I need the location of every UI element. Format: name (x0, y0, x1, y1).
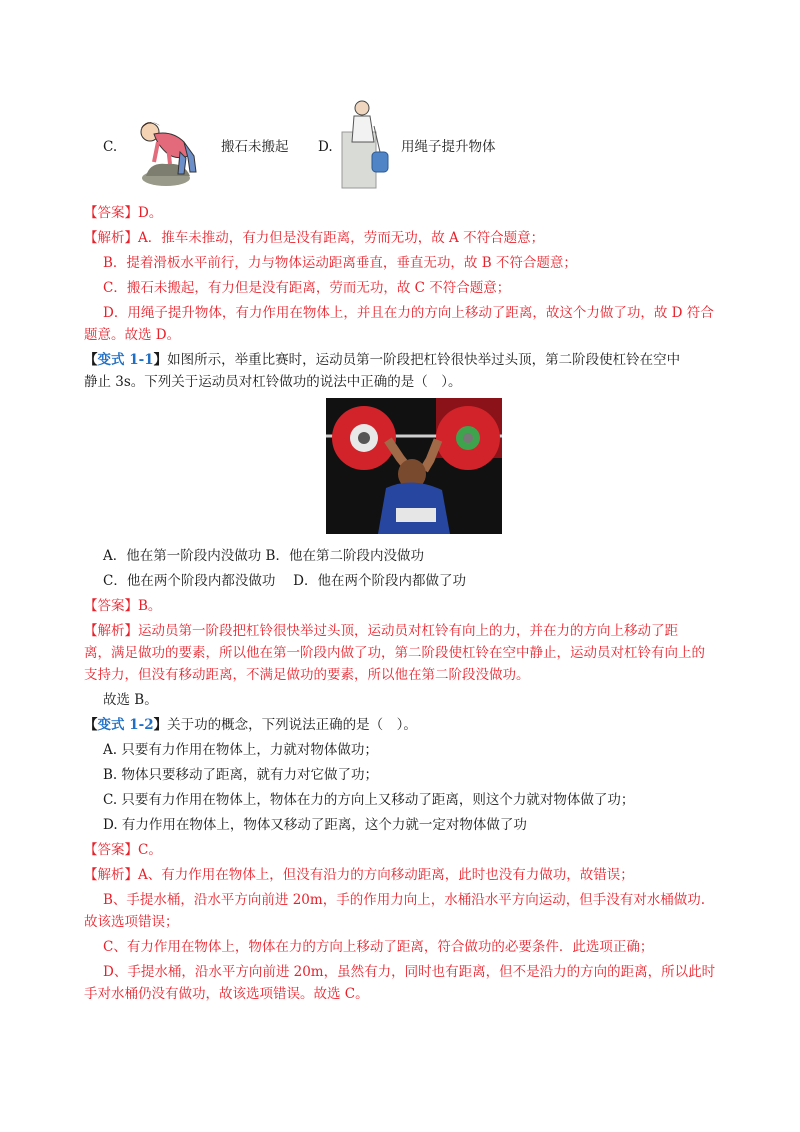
q1-analysis-c: C．搬石未搬起，有力但是没有距离，劳而无功，故 C 不符合题意； (103, 280, 511, 296)
q1-analysis-b: B．提着滑板水平前行，力与物体运动距离垂直，垂直无功，故 B 不符合题意； (103, 255, 577, 271)
option-d-label: D. (318, 139, 333, 155)
variant-1-1-analysis-line2: 离，满足做功的要素，所以他在第一阶段内做了功，第二阶段使杠铃在空中静止，运动员对杠铃有向上的 (84, 645, 705, 661)
q1-answer: 【答案】D。 (84, 205, 163, 221)
q1-analysis-d-line1: D．用绳子提升物体，有力作用在物体上，并且在力的方向上移动了距离，故这个力做了功，故 D 符合 (103, 305, 714, 321)
variant-1-2-tag: 变式 1-2 (97, 717, 154, 733)
variant-1-2-analysis-b-line2: 故该选项错误； (84, 914, 179, 930)
option-c-text: 搬石未搬起 (221, 139, 289, 155)
variant-1-1-options-ab: A．他在第一阶段内没做功 B．他在第二阶段内没做功 (103, 548, 424, 564)
variant-1-1-options-cd: C．他在两个阶段内都没做功 D．他在两个阶段内都做了功 (103, 573, 466, 589)
q1-analysis-d-line2: 题意。故选 D。 (84, 327, 181, 343)
variant-1-2-analysis-d-line2: 手对水桶仍没有做功，故该选项错误。故选 C。 (84, 986, 369, 1002)
variant-1-2-analysis-d-line1: D、手提水桶，沿水平方向前进 20m，虽然有力，同时也有距离，但不是沿力的方向的距离，所以此时 (103, 964, 716, 980)
variant-1-2-option-d: D. 有力作用在物体上，物体又移动了距离，这个力就一定对物体做了功 (103, 817, 527, 833)
variant-1-1-conclusion: 故选 B。 (103, 692, 158, 708)
variant-1-1-stem-line1: 【变式 1-1】如图所示，举重比赛时，运动员第一阶段把杠铃很快举过头顶，第二阶段使杠铃在空中 (84, 352, 681, 368)
variant-1-1-tag: 变式 1-1 (97, 352, 154, 368)
variant-1-2-analysis-a: 【解析】A、有力作用在物体上，但没有沿力的方向移动距离，此时也没有力做功，故错误； (84, 867, 634, 883)
variant-1-1-stem-line2: 静止 3s。下列关于运动员对杠铃做功的说法中正确的是（ ）。 (84, 374, 462, 390)
variant-1-2-analysis-b-line1: B、手提水桶，沿水平方向前进 20m，手的作用力向上，水桶沿水平方向运动，但手没有对水桶做功. (103, 892, 705, 908)
variant-1-2-stem: 【变式 1-2】关于功的概念，下列说法正确的是（ ）。 (84, 717, 417, 733)
option-c-label: C. (103, 139, 118, 155)
variant-1-1-analysis-line3: 支持力，但没有移动距离，不满足做功的要素，所以他在第二阶段没做功。 (84, 667, 530, 683)
option-d-text: 用绳子提升物体 (401, 139, 496, 155)
weightlifter-photo (326, 398, 502, 534)
variant-1-1-answer: 【答案】B。 (84, 598, 162, 614)
variant-1-2-option-b: B. 物体只要移动了距离，就有力对它做了功； (103, 767, 379, 783)
q1-analysis-a: 【解析】A．推车未推动，有力但是没有距离，劳而无功，故 A 不符合题意； (84, 230, 545, 246)
woman-lifting-stone-illustration (128, 112, 208, 188)
variant-1-2-option-a: A. 只要有力作用在物体上，力就对物体做功； (103, 742, 378, 758)
variant-1-2-answer: 【答案】C。 (84, 842, 162, 858)
variant-1-1-analysis-line1: 【解析】运动员第一阶段把杠铃很快举过头顶，运动员对杠铃有向上的力，并在力的方向上移动了距 (84, 623, 678, 639)
variant-1-2-analysis-c: C、有力作用在物体上，物体在力的方向上移动了距离，符合做功的必要条件．此选项正确； (103, 939, 654, 955)
variant-1-2-option-c: C. 只要有力作用在物体上，物体在力的方向上又移动了距离，则这个力就对物体做了功； (103, 792, 635, 808)
man-pulling-rope-illustration (338, 98, 392, 190)
